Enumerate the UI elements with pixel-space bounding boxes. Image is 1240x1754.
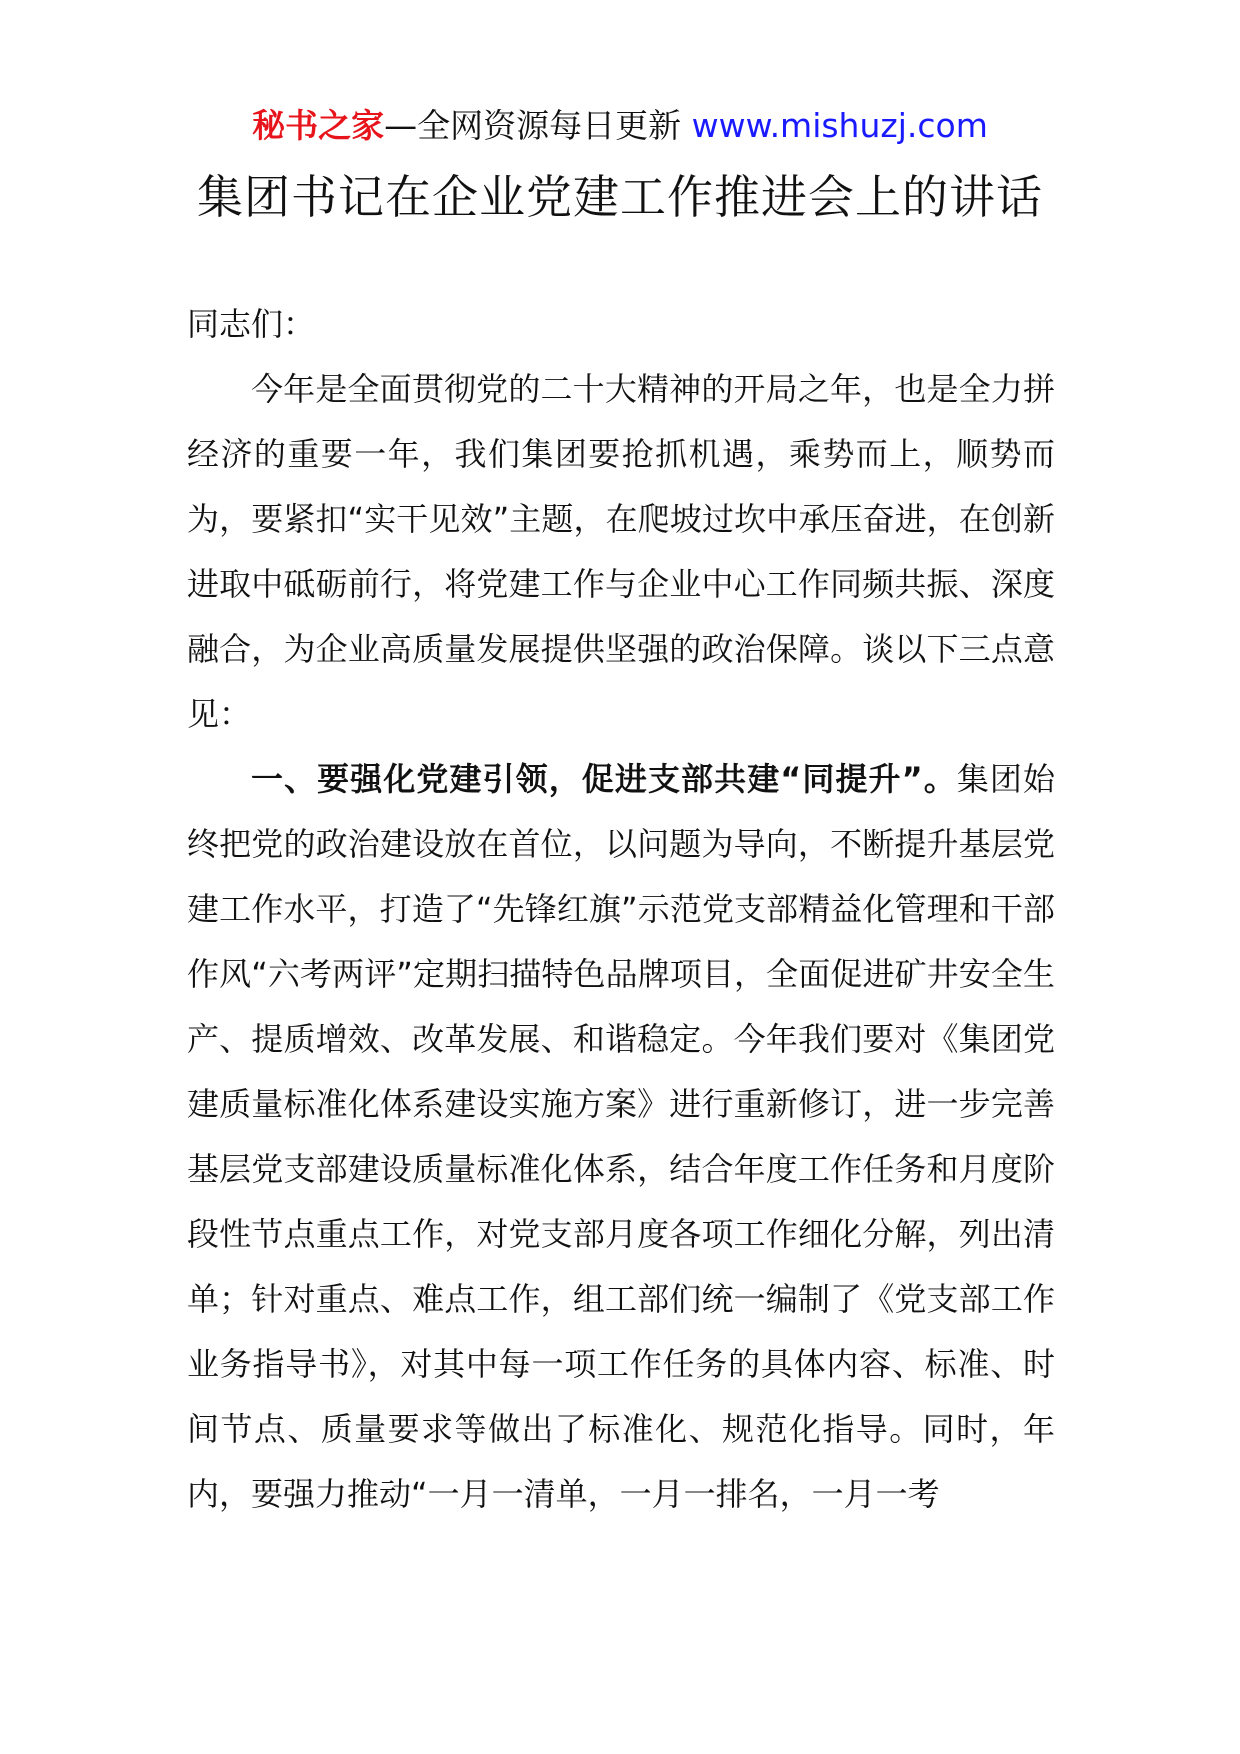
- header-tagline: —全网资源每日更新: [384, 106, 692, 145]
- site-header: [0, 104, 1240, 148]
- paragraph-text: 今年是全面贯彻党的二十大精神的开局之年，也是全力拼经济的重要一年，我们集团要抢抓机遇，乘势而上，顺势而为，要紧扣“实干见效”主题，在爬坡过坎中承压奋进，在创新进取中砥砺前行，将党建工作与企业中心工作同频共振、深度融合，为企业高质量发展提供坚强的政治保障。谈以下三点意见：: [187, 370, 1055, 733]
- body-paragraph-section-one: [187, 747, 1055, 1527]
- paragraph-text: 集团始终把党的政治建设放在首位，以问题为导向，不断提升基层党建工作水平，打造了“先锋红旗”示范党支部精益化管理和干部作风“六考两评”定期扫描特色品牌项目，全面促进矿井安全生产、提质增效、改革发展、和谐稳定。今年我们要对《集团党建质量标准化体系建设实施方案》进行重新修订，进一步完善基层党支部建设质量标准化体系，结合年度工作任务和月度阶段性节点重点工作，对党支部月度各项工作细化分解，列出清单；针对重点、难点工作，组工部们统一编制了《党支部工作业务指导书》，对其中每一项工作任务的具体内容、标准、时间节点、质量要求等做出了标准化、规范化指导。同时，年内，要强力推动“一月一清单，一月一排名，一月一考: [187, 760, 1055, 1513]
- site-url-link[interactable]: www.mishuzj.com: [691, 106, 988, 145]
- document-title: 集团书记在企业党建工作推进会上的讲话: [197, 170, 1043, 224]
- salutation: 同志们：: [187, 305, 316, 343]
- body-paragraph-intro: [187, 357, 1055, 747]
- brand-name: 秘书之家: [252, 106, 385, 145]
- section-heading: 一、要强化党建引领，促进支部共建“同提升”。: [251, 760, 957, 798]
- document-body: [187, 292, 1055, 1527]
